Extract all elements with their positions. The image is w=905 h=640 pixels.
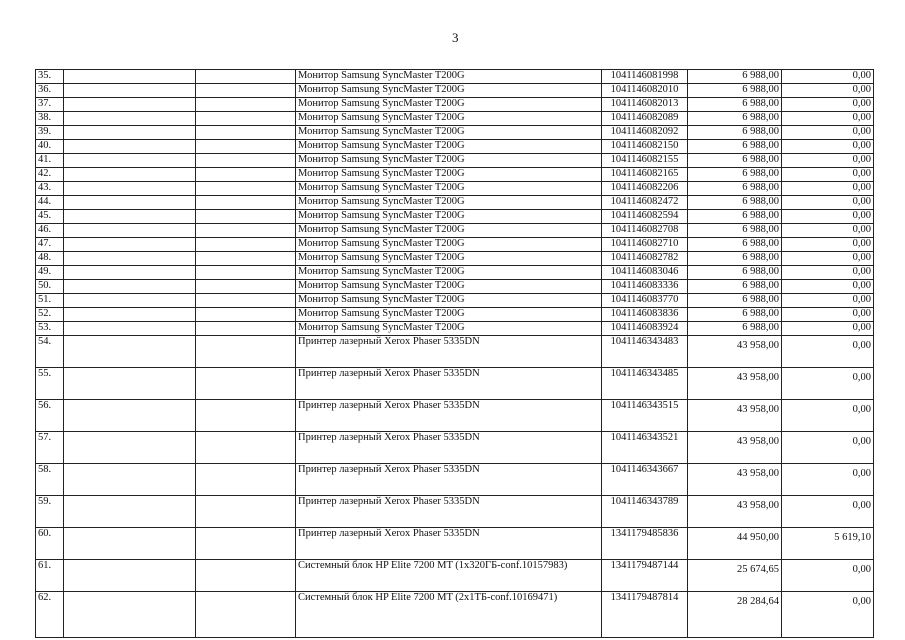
row-number: 45.: [36, 210, 64, 224]
residual-value: 0,00: [782, 266, 874, 280]
residual-value: 0,00: [782, 140, 874, 154]
item-name: Монитор Samsung SyncMaster T200G: [296, 98, 602, 112]
book-value: 6 988,00: [688, 196, 782, 210]
empty-cell: [196, 154, 296, 168]
row-number: 60.: [36, 528, 64, 560]
table-row: [36, 464, 874, 496]
empty-cell: [64, 252, 196, 266]
table-row: [36, 154, 874, 168]
inventory-number: 1041146081998: [602, 70, 688, 84]
empty-cell: [196, 322, 296, 336]
row-number: 36.: [36, 84, 64, 98]
row-number: 44.: [36, 196, 64, 210]
book-value: 43 958,00: [688, 368, 782, 400]
book-value: 6 988,00: [688, 224, 782, 238]
table-row: [36, 168, 874, 182]
inventory-number: 1041146082150: [602, 140, 688, 154]
residual-value: 0,00: [782, 112, 874, 126]
residual-value: 0,00: [782, 224, 874, 238]
inventory-number: 1041146082708: [602, 224, 688, 238]
table-row: [36, 368, 874, 400]
book-value: 6 988,00: [688, 168, 782, 182]
row-number: 46.: [36, 224, 64, 238]
residual-value: 0,00: [782, 464, 874, 496]
item-name: Системный блок HP Elite 7200 MT (2x1ТБ-conf.10169471): [296, 592, 602, 638]
residual-value: 0,00: [782, 368, 874, 400]
book-value: 43 958,00: [688, 432, 782, 464]
empty-cell: [196, 252, 296, 266]
residual-value: 0,00: [782, 84, 874, 98]
inventory-number: 1041146082782: [602, 252, 688, 266]
table-row: [36, 280, 874, 294]
inventory-number: 1041146082155: [602, 154, 688, 168]
item-name: Системный блок HP Elite 7200 MT (1x320ГБ-conf.10157983): [296, 560, 602, 592]
item-name: Монитор Samsung SyncMaster T200G: [296, 126, 602, 140]
book-value: 6 988,00: [688, 238, 782, 252]
residual-value: 0,00: [782, 210, 874, 224]
empty-cell: [64, 154, 196, 168]
residual-value: 0,00: [782, 98, 874, 112]
inventory-number: 1341179485836: [602, 528, 688, 560]
empty-cell: [64, 238, 196, 252]
item-name: Монитор Samsung SyncMaster T200G: [296, 294, 602, 308]
item-name: Принтер лазерный Xerox Phaser 5335DN: [296, 432, 602, 464]
table-row: [36, 336, 874, 368]
row-number: 53.: [36, 322, 64, 336]
book-value: 6 988,00: [688, 322, 782, 336]
empty-cell: [196, 182, 296, 196]
book-value: 43 958,00: [688, 400, 782, 432]
row-number: 54.: [36, 336, 64, 368]
inventory-number: 1041146082710: [602, 238, 688, 252]
book-value: 25 674,65: [688, 560, 782, 592]
book-value: 6 988,00: [688, 112, 782, 126]
empty-cell: [196, 560, 296, 592]
residual-value: 0,00: [782, 238, 874, 252]
row-number: 47.: [36, 238, 64, 252]
table-row: [36, 224, 874, 238]
empty-cell: [64, 528, 196, 560]
row-number: 56.: [36, 400, 64, 432]
inventory-number: 1041146343789: [602, 496, 688, 528]
inventory-number: 1041146083770: [602, 294, 688, 308]
item-name: Принтер лазерный Xerox Phaser 5335DN: [296, 528, 602, 560]
row-number: 51.: [36, 294, 64, 308]
page-number: 3: [452, 30, 459, 45]
item-name: Монитор Samsung SyncMaster T200G: [296, 70, 602, 84]
row-number: 41.: [36, 154, 64, 168]
table-row: [36, 294, 874, 308]
row-number: 62.: [36, 592, 64, 638]
inventory-number: 1041146343667: [602, 464, 688, 496]
empty-cell: [64, 368, 196, 400]
book-value: 6 988,00: [688, 70, 782, 84]
inventory-number: 1041146082010: [602, 84, 688, 98]
book-value: 44 950,00: [688, 528, 782, 560]
residual-value: 0,00: [782, 168, 874, 182]
table-row: [36, 592, 874, 638]
table-row: [36, 182, 874, 196]
item-name: Монитор Samsung SyncMaster T200G: [296, 210, 602, 224]
empty-cell: [196, 224, 296, 238]
residual-value: 0,00: [782, 308, 874, 322]
row-number: 40.: [36, 140, 64, 154]
table-row: [36, 210, 874, 224]
book-value: 6 988,00: [688, 280, 782, 294]
inventory-number: 1341179487814: [602, 592, 688, 638]
book-value: 6 988,00: [688, 98, 782, 112]
book-value: 6 988,00: [688, 140, 782, 154]
table-row: [36, 560, 874, 592]
empty-cell: [196, 280, 296, 294]
empty-cell: [64, 308, 196, 322]
residual-value: 0,00: [782, 322, 874, 336]
table-row: [36, 196, 874, 210]
empty-cell: [196, 84, 296, 98]
empty-cell: [64, 496, 196, 528]
empty-cell: [196, 336, 296, 368]
empty-cell: [196, 196, 296, 210]
residual-value: 0,00: [782, 294, 874, 308]
empty-cell: [196, 464, 296, 496]
empty-cell: [64, 126, 196, 140]
empty-cell: [64, 266, 196, 280]
item-name: Монитор Samsung SyncMaster T200G: [296, 112, 602, 126]
residual-value: 0,00: [782, 592, 874, 638]
empty-cell: [64, 294, 196, 308]
residual-value: 0,00: [782, 400, 874, 432]
row-number: 43.: [36, 182, 64, 196]
empty-cell: [64, 84, 196, 98]
empty-cell: [64, 336, 196, 368]
table-row: [36, 322, 874, 336]
item-name: Принтер лазерный Xerox Phaser 5335DN: [296, 400, 602, 432]
row-number: 37.: [36, 98, 64, 112]
row-number: 61.: [36, 560, 64, 592]
table-row: [36, 238, 874, 252]
item-name: Монитор Samsung SyncMaster T200G: [296, 322, 602, 336]
book-value: 6 988,00: [688, 154, 782, 168]
inventory-number: 1041146343515: [602, 400, 688, 432]
item-name: Принтер лазерный Xerox Phaser 5335DN: [296, 336, 602, 368]
row-number: 52.: [36, 308, 64, 322]
row-number: 49.: [36, 266, 64, 280]
empty-cell: [64, 112, 196, 126]
residual-value: 0,00: [782, 252, 874, 266]
row-number: 50.: [36, 280, 64, 294]
empty-cell: [196, 528, 296, 560]
inventory-number: 1041146083836: [602, 308, 688, 322]
book-value: 6 988,00: [688, 210, 782, 224]
item-name: Монитор Samsung SyncMaster T200G: [296, 308, 602, 322]
book-value: 28 284,64: [688, 592, 782, 638]
row-number: 35.: [36, 70, 64, 84]
empty-cell: [196, 592, 296, 638]
inventory-table: [35, 69, 874, 638]
empty-cell: [64, 196, 196, 210]
empty-cell: [196, 294, 296, 308]
empty-cell: [64, 560, 196, 592]
empty-cell: [64, 140, 196, 154]
row-number: 58.: [36, 464, 64, 496]
residual-value: 0,00: [782, 126, 874, 140]
table-row: [36, 84, 874, 98]
item-name: Принтер лазерный Xerox Phaser 5335DN: [296, 368, 602, 400]
book-value: 6 988,00: [688, 308, 782, 322]
table-row: [36, 140, 874, 154]
book-value: 43 958,00: [688, 496, 782, 528]
item-name: Монитор Samsung SyncMaster T200G: [296, 252, 602, 266]
table-row: [36, 266, 874, 280]
inventory-number: 1041146083046: [602, 266, 688, 280]
empty-cell: [64, 280, 196, 294]
item-name: Монитор Samsung SyncMaster T200G: [296, 182, 602, 196]
empty-cell: [64, 70, 196, 84]
residual-value: 5 619,10: [782, 528, 874, 560]
book-value: 6 988,00: [688, 266, 782, 280]
book-value: 6 988,00: [688, 252, 782, 266]
empty-cell: [64, 464, 196, 496]
inventory-number: 1041146082206: [602, 182, 688, 196]
inventory-number: 1041146343485: [602, 368, 688, 400]
item-name: Монитор Samsung SyncMaster T200G: [296, 168, 602, 182]
row-number: 57.: [36, 432, 64, 464]
inventory-number: 1041146083336: [602, 280, 688, 294]
empty-cell: [196, 168, 296, 182]
table-row: [36, 98, 874, 112]
empty-cell: [64, 168, 196, 182]
table-row: [36, 432, 874, 464]
residual-value: 0,00: [782, 560, 874, 592]
inventory-number: 1041146343483: [602, 336, 688, 368]
residual-value: 0,00: [782, 70, 874, 84]
empty-cell: [196, 432, 296, 464]
empty-cell: [196, 98, 296, 112]
table-row: [36, 252, 874, 266]
empty-cell: [64, 432, 196, 464]
empty-cell: [196, 140, 296, 154]
residual-value: 0,00: [782, 154, 874, 168]
item-name: Монитор Samsung SyncMaster T200G: [296, 84, 602, 98]
inventory-number: 1041146343521: [602, 432, 688, 464]
item-name: Монитор Samsung SyncMaster T200G: [296, 224, 602, 238]
empty-cell: [64, 400, 196, 432]
item-name: Монитор Samsung SyncMaster T200G: [296, 140, 602, 154]
empty-cell: [196, 368, 296, 400]
row-number: 38.: [36, 112, 64, 126]
book-value: 6 988,00: [688, 84, 782, 98]
inventory-number: 1041146082165: [602, 168, 688, 182]
item-name: Монитор Samsung SyncMaster T200G: [296, 266, 602, 280]
inventory-number: 1041146082594: [602, 210, 688, 224]
table-row: [36, 496, 874, 528]
book-value: 43 958,00: [688, 336, 782, 368]
item-name: Монитор Samsung SyncMaster T200G: [296, 154, 602, 168]
inventory-number: 1341179487144: [602, 560, 688, 592]
inventory-number: 1041146082013: [602, 98, 688, 112]
empty-cell: [196, 266, 296, 280]
book-value: 43 958,00: [688, 464, 782, 496]
table-row: [36, 70, 874, 84]
row-number: 55.: [36, 368, 64, 400]
empty-cell: [64, 210, 196, 224]
empty-cell: [64, 224, 196, 238]
residual-value: 0,00: [782, 196, 874, 210]
empty-cell: [196, 210, 296, 224]
residual-value: 0,00: [782, 336, 874, 368]
residual-value: 0,00: [782, 496, 874, 528]
table-row: [36, 308, 874, 322]
row-number: 48.: [36, 252, 64, 266]
inventory-number: 1041146082089: [602, 112, 688, 126]
inventory-number: 1041146082472: [602, 196, 688, 210]
empty-cell: [196, 126, 296, 140]
item-name: Монитор Samsung SyncMaster T200G: [296, 196, 602, 210]
item-name: Монитор Samsung SyncMaster T200G: [296, 238, 602, 252]
book-value: 6 988,00: [688, 182, 782, 196]
table-row: [36, 400, 874, 432]
book-value: 6 988,00: [688, 126, 782, 140]
row-number: 42.: [36, 168, 64, 182]
empty-cell: [64, 592, 196, 638]
table-row: [36, 528, 874, 560]
residual-value: 0,00: [782, 182, 874, 196]
item-name: Принтер лазерный Xerox Phaser 5335DN: [296, 496, 602, 528]
inventory-number: 1041146082092: [602, 126, 688, 140]
empty-cell: [196, 400, 296, 432]
inventory-rows: [36, 70, 874, 638]
empty-cell: [196, 496, 296, 528]
book-value: 6 988,00: [688, 294, 782, 308]
residual-value: 0,00: [782, 432, 874, 464]
empty-cell: [64, 182, 196, 196]
empty-cell: [196, 70, 296, 84]
row-number: 59.: [36, 496, 64, 528]
empty-cell: [64, 98, 196, 112]
empty-cell: [196, 308, 296, 322]
empty-cell: [196, 238, 296, 252]
item-name: Монитор Samsung SyncMaster T200G: [296, 280, 602, 294]
empty-cell: [196, 112, 296, 126]
table-row: [36, 126, 874, 140]
item-name: Принтер лазерный Xerox Phaser 5335DN: [296, 464, 602, 496]
table-row: [36, 112, 874, 126]
empty-cell: [64, 322, 196, 336]
inventory-number: 1041146083924: [602, 322, 688, 336]
residual-value: 0,00: [782, 280, 874, 294]
row-number: 39.: [36, 126, 64, 140]
